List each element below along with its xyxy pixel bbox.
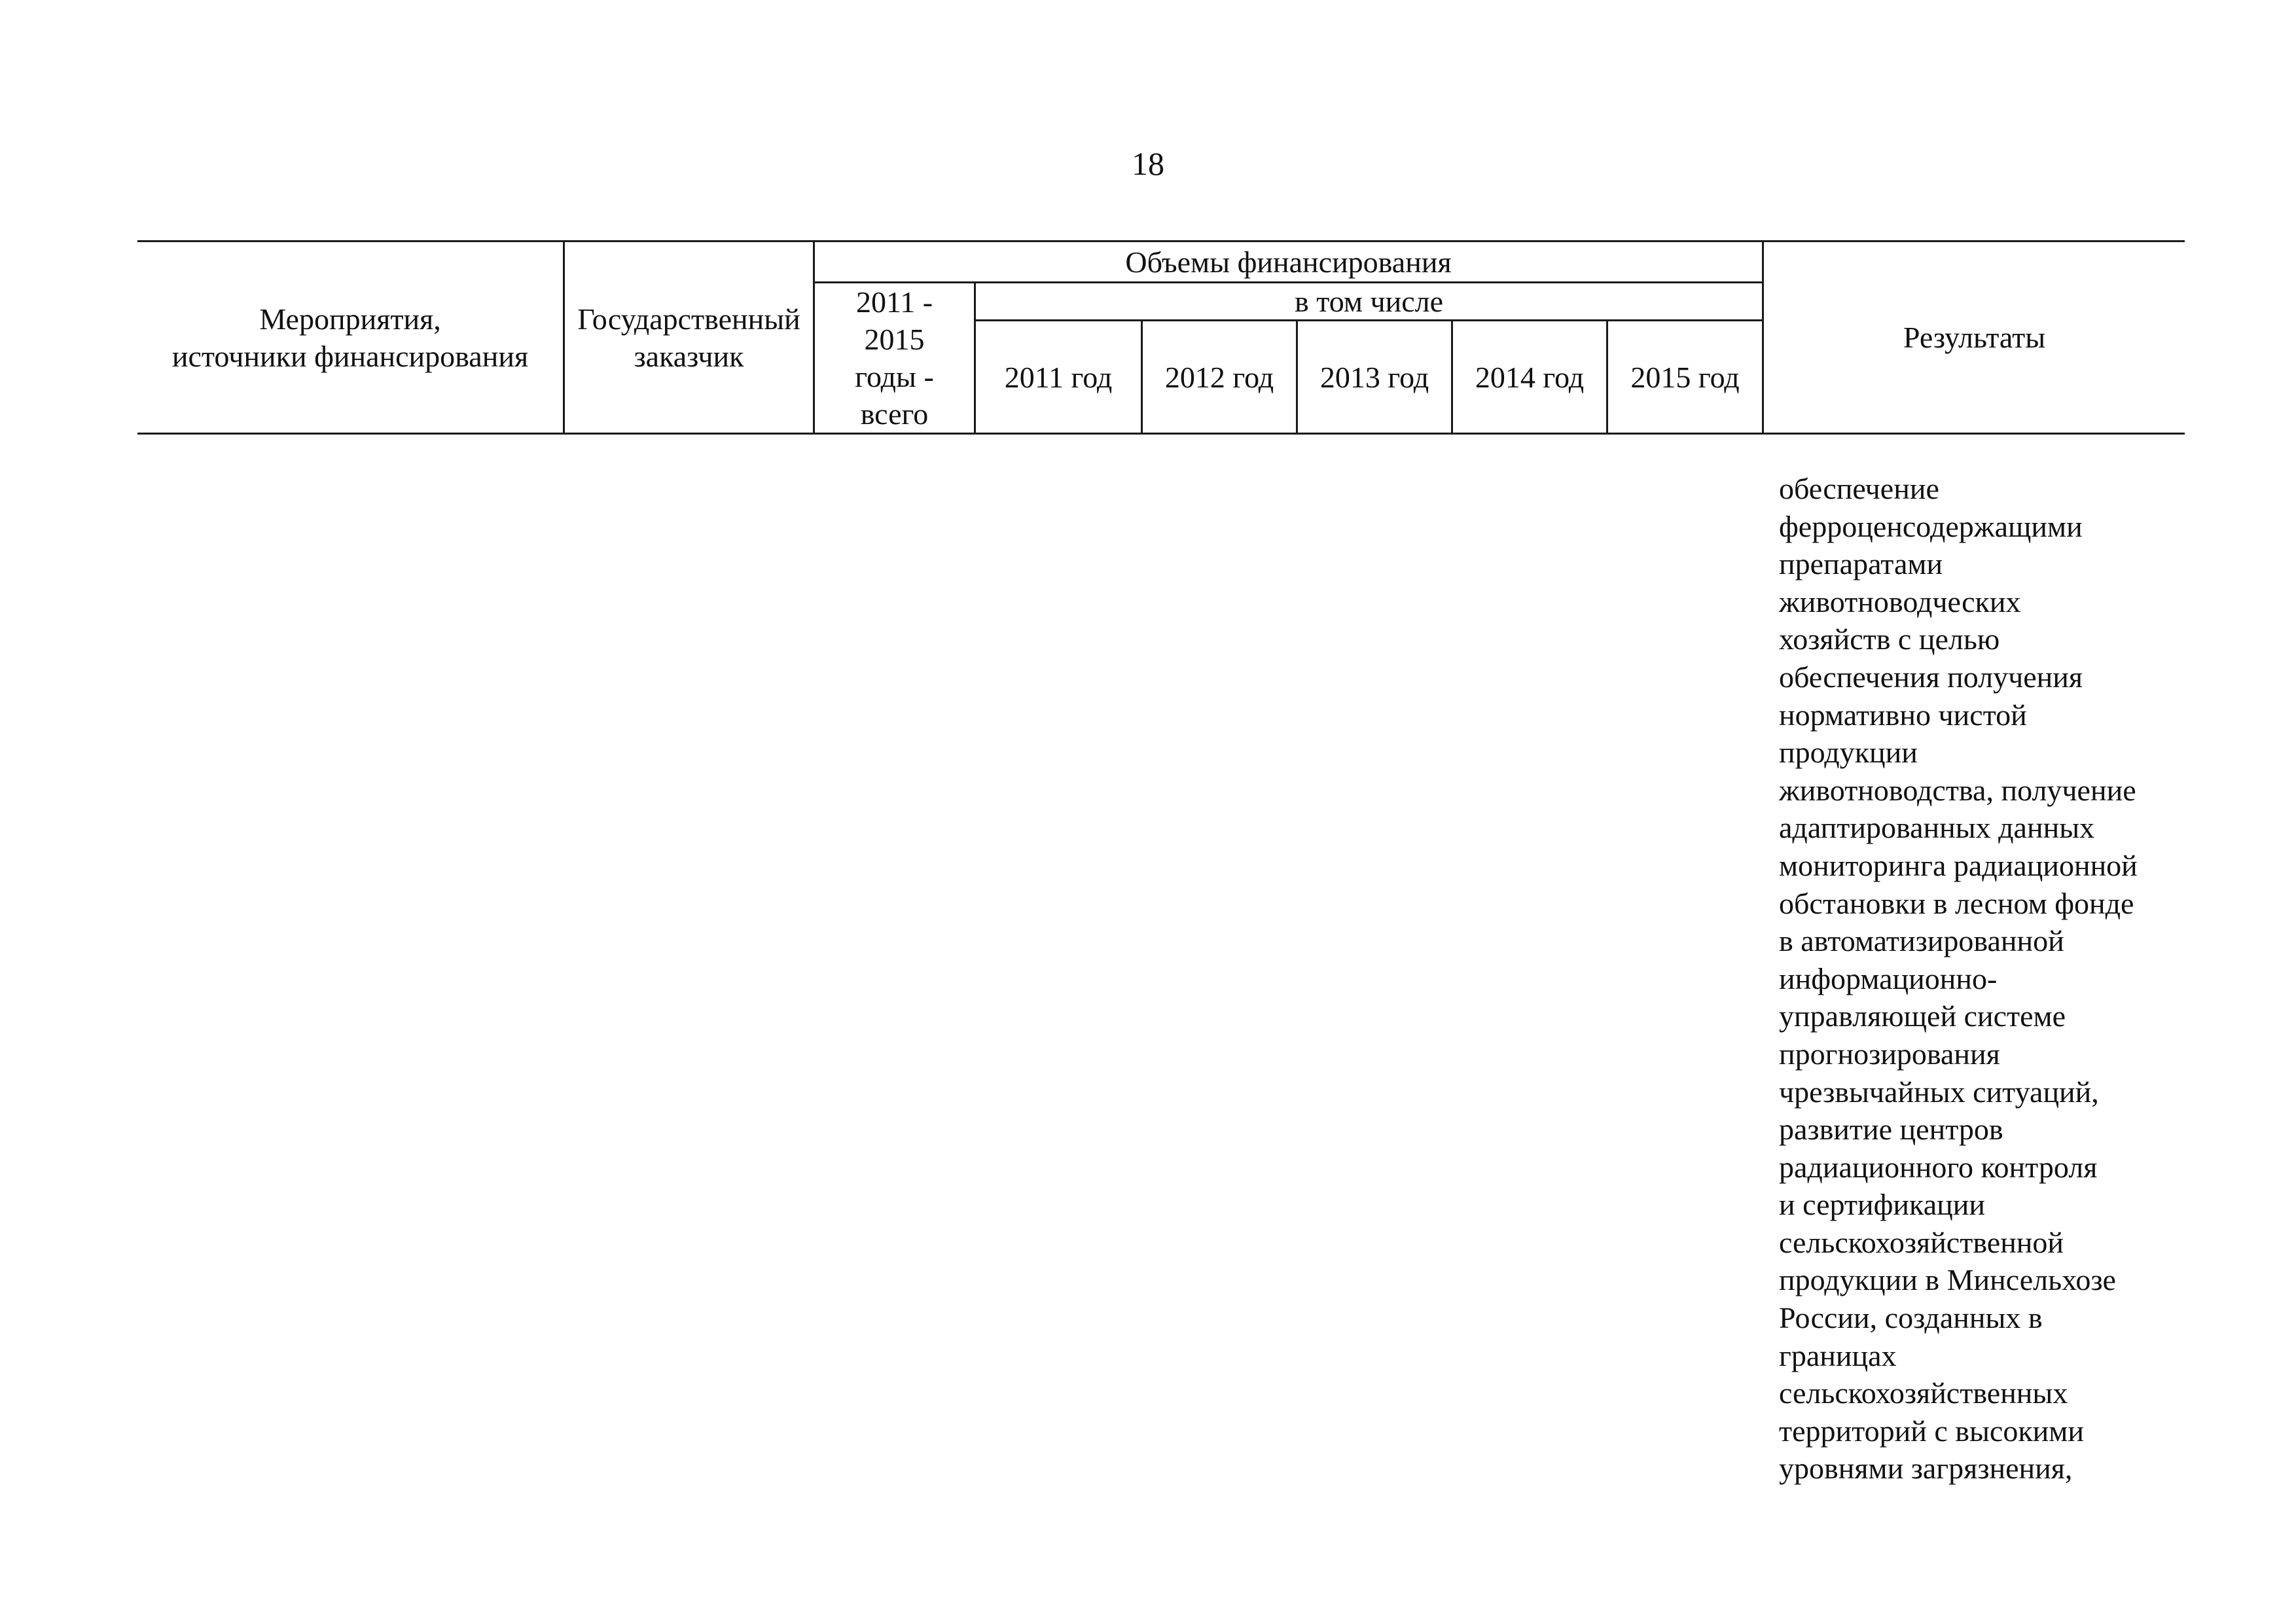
header-funding-volume-label: Объемы финансирования <box>1125 245 1452 279</box>
year-label: 2011 год <box>1004 360 1113 394</box>
page-number: 18 <box>1132 145 1164 182</box>
year-label: 2014 год <box>1475 360 1585 394</box>
header-measures <box>137 242 563 433</box>
year-label: 2013 год <box>1319 360 1429 394</box>
header-year-2013 <box>1298 321 1451 433</box>
header-customer <box>565 242 813 433</box>
header-total-label: 2011 - 2015 годы - всего <box>855 285 934 431</box>
year-label: 2012 год <box>1164 360 1274 394</box>
header-including <box>976 283 1762 319</box>
header-year-2012 <box>1143 321 1296 433</box>
header-year-2014 <box>1453 321 1606 433</box>
header-funding-volume <box>815 242 1762 281</box>
header-results <box>1764 242 2185 433</box>
results-cell-text: обеспечение ферроценсодержащими препаратами животноводческих хозяйств с целью обеспечения получения нормативно чистой продукции животноводства, получение адаптированных данных мониторинга радиационной обстановки в лесном фонде в автоматизированной информационно- управляющей системе прогнозирования чрезвычайных ситуаций, развитие центров радиационного контроля и сертификации сельскохозяйственной продукции в Минсельхозе России, созданных в границах сельскохозяйственных территорий с высокими уровнями загрязнения, <box>1779 472 2138 1486</box>
year-label: 2015 год <box>1630 360 1740 394</box>
header-total <box>815 283 974 433</box>
header-results-label: Результаты <box>1903 321 2046 354</box>
header-measures-label: Мероприятия, источники финансирования <box>171 302 529 373</box>
header-year-2015 <box>1608 321 1762 433</box>
table-bottom-rule <box>137 433 2185 435</box>
header-customer-label: Государственный заказчик <box>577 302 800 373</box>
header-year-2011 <box>976 321 1141 433</box>
header-including-label: в том числе <box>1295 285 1443 318</box>
